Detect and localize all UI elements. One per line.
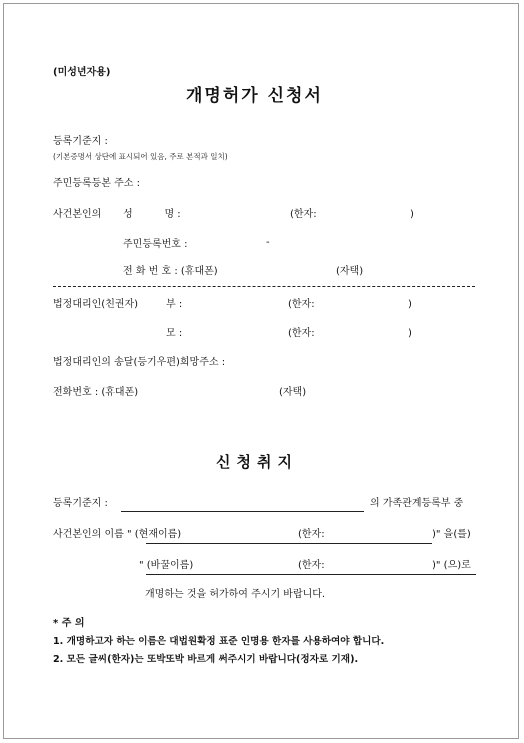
name-hanja-open: (한자: <box>290 209 317 220</box>
registry-underline <box>121 511 364 512</box>
legal-rep-label: 법정대리인(친권자) <box>53 299 139 310</box>
current-name-underline <box>146 543 432 544</box>
dashed-separator <box>53 286 475 287</box>
resident-number-dash: - <box>266 237 270 248</box>
resident-address-label: 주민등록등본 주소 : <box>53 178 141 189</box>
purpose-registry-label: 등록기준지 : <box>53 498 108 509</box>
mother-hanja-open: (한자: <box>288 328 315 339</box>
current-name-label: 사건본인의 이름 " (현재이름) <box>53 529 182 540</box>
new-hanja-open: (한자: <box>298 560 325 571</box>
registry-base-note: (기본증명서 상단에 표시되어 있음, 주로 본적과 일치) <box>53 152 228 161</box>
family-register-suffix: 의 가족관계등록부 중 <box>370 498 464 509</box>
new-name-underline <box>146 574 476 575</box>
name-hanja-close: ) <box>410 209 414 220</box>
new-name-label: " (바꿀이름) <box>139 560 194 571</box>
registry-base-label: 등록기준지 : <box>53 136 108 147</box>
mother-label: 모 : <box>166 328 183 339</box>
phone-label: 전 화 번 호 : (휴대폰) <box>123 266 218 277</box>
home2-phone-label: (자택) <box>279 387 307 398</box>
document-page <box>3 3 519 739</box>
notes-item-2: 2. 모든 글씨(한자)는 또박또박 바르게 써주시기 바랍니다(정자로 기재). <box>53 654 359 665</box>
current-hanja-open: (한자: <box>298 529 325 540</box>
person-label: 사건본인의 <box>53 209 102 220</box>
home-phone-label: (자택) <box>336 266 364 277</box>
purpose-title: 신청취지 <box>216 453 298 471</box>
current-suffix: )" 을(를) <box>432 529 471 540</box>
father-hanja-open: (한자: <box>288 299 315 310</box>
minor-label: (미성년자용) <box>53 67 111 78</box>
father-label: 부 : <box>166 299 183 310</box>
notes-heading: * 주 의 <box>53 618 85 629</box>
resident-number-label: 주민등록번호 : <box>123 239 188 250</box>
phone2-label: 전화번호 : (휴대폰) <box>53 387 139 398</box>
father-hanja-close: ) <box>408 299 412 310</box>
new-suffix: )" (으)로 <box>432 560 471 571</box>
mother-hanja-close: ) <box>408 328 412 339</box>
request-sentence: 개명하는 것을 허가하여 주시기 바랍니다. <box>145 589 326 600</box>
delivery-address-label: 법정대리인의 송달(등기우편)희망주소 : <box>53 357 226 368</box>
name-label: 성 명 : <box>123 209 181 220</box>
notes-item-1: 1. 개명하고자 하는 이름은 대법원확정 표준 인명용 한자를 사용하여야 합니다. <box>53 636 385 647</box>
document-title: 개명허가 신청서 <box>186 86 323 106</box>
